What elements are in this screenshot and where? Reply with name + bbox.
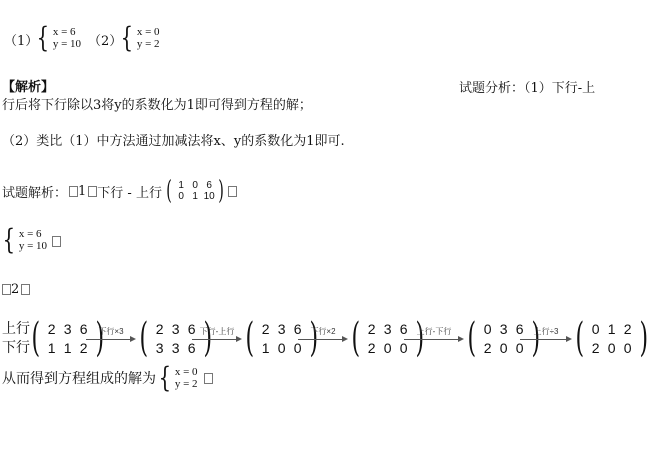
left-paren-icon: ( [166,176,172,206]
conclusion-text: 从而得到方程组成的解为 [2,371,156,387]
equation-row: y = 10 [52,38,82,50]
conclusion-line [2,361,213,394]
matrix-cell: 2 [79,339,88,356]
matrix-cell: 3 [171,320,180,337]
matrix-cell: 1 [47,339,56,356]
matrix-cell: 6 [187,339,196,356]
part1-result-system [0,223,48,256]
matrix-cell: 0 [591,320,600,337]
right-paren-icon: ) [203,315,212,361]
row-labels [2,320,30,358]
matrix-cell: 10 [203,191,215,202]
matrix-cell: 3 [63,320,72,337]
arrow-label: 下行×2 [310,327,336,336]
transform-arrow [404,327,464,343]
right-paren-icon: ) [95,315,104,361]
matrix-cell: 3 [155,339,164,356]
part-number: 1 [78,183,87,199]
left-paren-icon: ( [139,315,149,361]
matrix-cell: 0 [383,339,392,356]
analysis-line: （2）类比（1）中方法通过加减法将x、y的系数化为1即可. [2,134,345,149]
matrix-step-6 [572,315,651,361]
left-paren-icon: ( [351,315,361,361]
analysis-heading: 【解析】 [2,80,55,95]
solution-intro: 试题解析： [2,185,68,201]
matrix-cell: 1 [192,191,198,202]
right-paren-icon: ) [309,315,318,361]
equation-row: x = 0 [174,366,198,378]
final-solution-system [156,361,198,394]
matrix-cell: 6 [399,320,408,337]
part2-answer-system [118,21,160,54]
matrix-cell: 1 [261,339,270,356]
right-paren-icon: ) [639,315,648,361]
matrix-cell: 2 [261,320,270,337]
left-paren-icon: ( [245,315,255,361]
broken-image-icon [204,373,213,384]
matrix-cell: 6 [187,320,196,337]
matrix-cell: 6 [515,320,524,337]
left-brace-icon: { [120,21,134,54]
matrix-cell: 0 [515,339,524,356]
broken-image-icon [2,284,11,295]
matrix-cell: 3 [499,320,508,337]
part1-label: （1） [4,34,39,49]
coefficient-matrix [164,178,226,204]
matrix-cell: 0 [192,180,198,191]
equation-row: y = 2 [136,38,160,50]
equation-row: y = 10 [18,240,48,252]
matrix-cell: 3 [277,320,286,337]
matrix-cell: 6 [79,320,88,337]
broken-image-icon [69,186,78,197]
right-paren-icon: ) [218,176,224,206]
arrow-label: 下行-上行 [199,327,235,336]
matrix-cell: 2 [623,320,632,337]
left-brace-icon: { [36,21,50,54]
matrix-cell: 2 [155,320,164,337]
analysis-intro-text: 试题分析：（1）下行-上 [459,81,596,96]
matrix-cell: 0 [607,339,616,356]
equation-row: y = 2 [174,378,198,390]
broken-image-icon [52,236,61,247]
arrow-label: 上行-下行 [416,327,452,336]
matrix-cell: 6 [206,180,212,191]
equation-row: x = 0 [136,26,160,38]
matrix-cell: 2 [367,320,376,337]
left-brace-icon: { [2,223,16,256]
matrix-cell: 1 [178,180,184,191]
matrix-cell: 2 [591,339,600,356]
matrix-cell: 0 [623,339,632,356]
matrix-cell: 6 [293,320,302,337]
equation-row: x = 6 [52,26,76,38]
matrix-cell: 2 [367,339,376,356]
matrix-cell: 0 [399,339,408,356]
solution-part1-line [2,178,237,204]
part1-answer-system [34,21,82,54]
arrow-label: 上行÷3 [533,327,559,336]
matrix-cell: 1 [63,339,72,356]
equation-row: x = 6 [18,228,42,240]
row-label-top: 上行 [2,321,30,337]
transform-arrow [86,327,136,343]
analysis-line: 行后将下行除以3将y的系数化为1即可得到方程的解； [2,98,312,113]
matrix-cell: 3 [171,339,180,356]
broken-image-icon [228,186,237,197]
left-paren-icon: ( [575,315,585,361]
part2-label: （2） [88,34,123,49]
matrix-cell: 3 [383,320,392,337]
right-paren-icon: ) [531,315,540,361]
left-paren-icon: ( [467,315,477,361]
matrix-cell: 2 [47,320,56,337]
matrix-cell: 1 [607,320,616,337]
right-paren-icon: ) [415,315,424,361]
matrix-cell: 0 [178,191,184,202]
matrix-cell: 0 [293,339,302,356]
matrix-cell: 2 [483,339,492,356]
row-label-bottom: 下行 [2,340,30,356]
part-number: 2 [11,282,20,297]
left-paren-icon: ( [31,315,41,361]
row-operation: 下行 - 上行 [97,185,162,201]
transform-arrow [192,327,242,343]
transform-arrow [298,327,348,343]
arrow-label: 下行×3 [98,327,124,336]
matrix-cell: 0 [277,339,286,356]
matrix-cell: 0 [499,339,508,356]
broken-image-icon [88,186,97,197]
solution-part2-line [2,282,30,297]
matrix-cell: 0 [483,320,492,337]
broken-image-icon [21,284,30,295]
left-brace-icon: { [158,361,172,394]
transform-arrow [520,327,572,343]
